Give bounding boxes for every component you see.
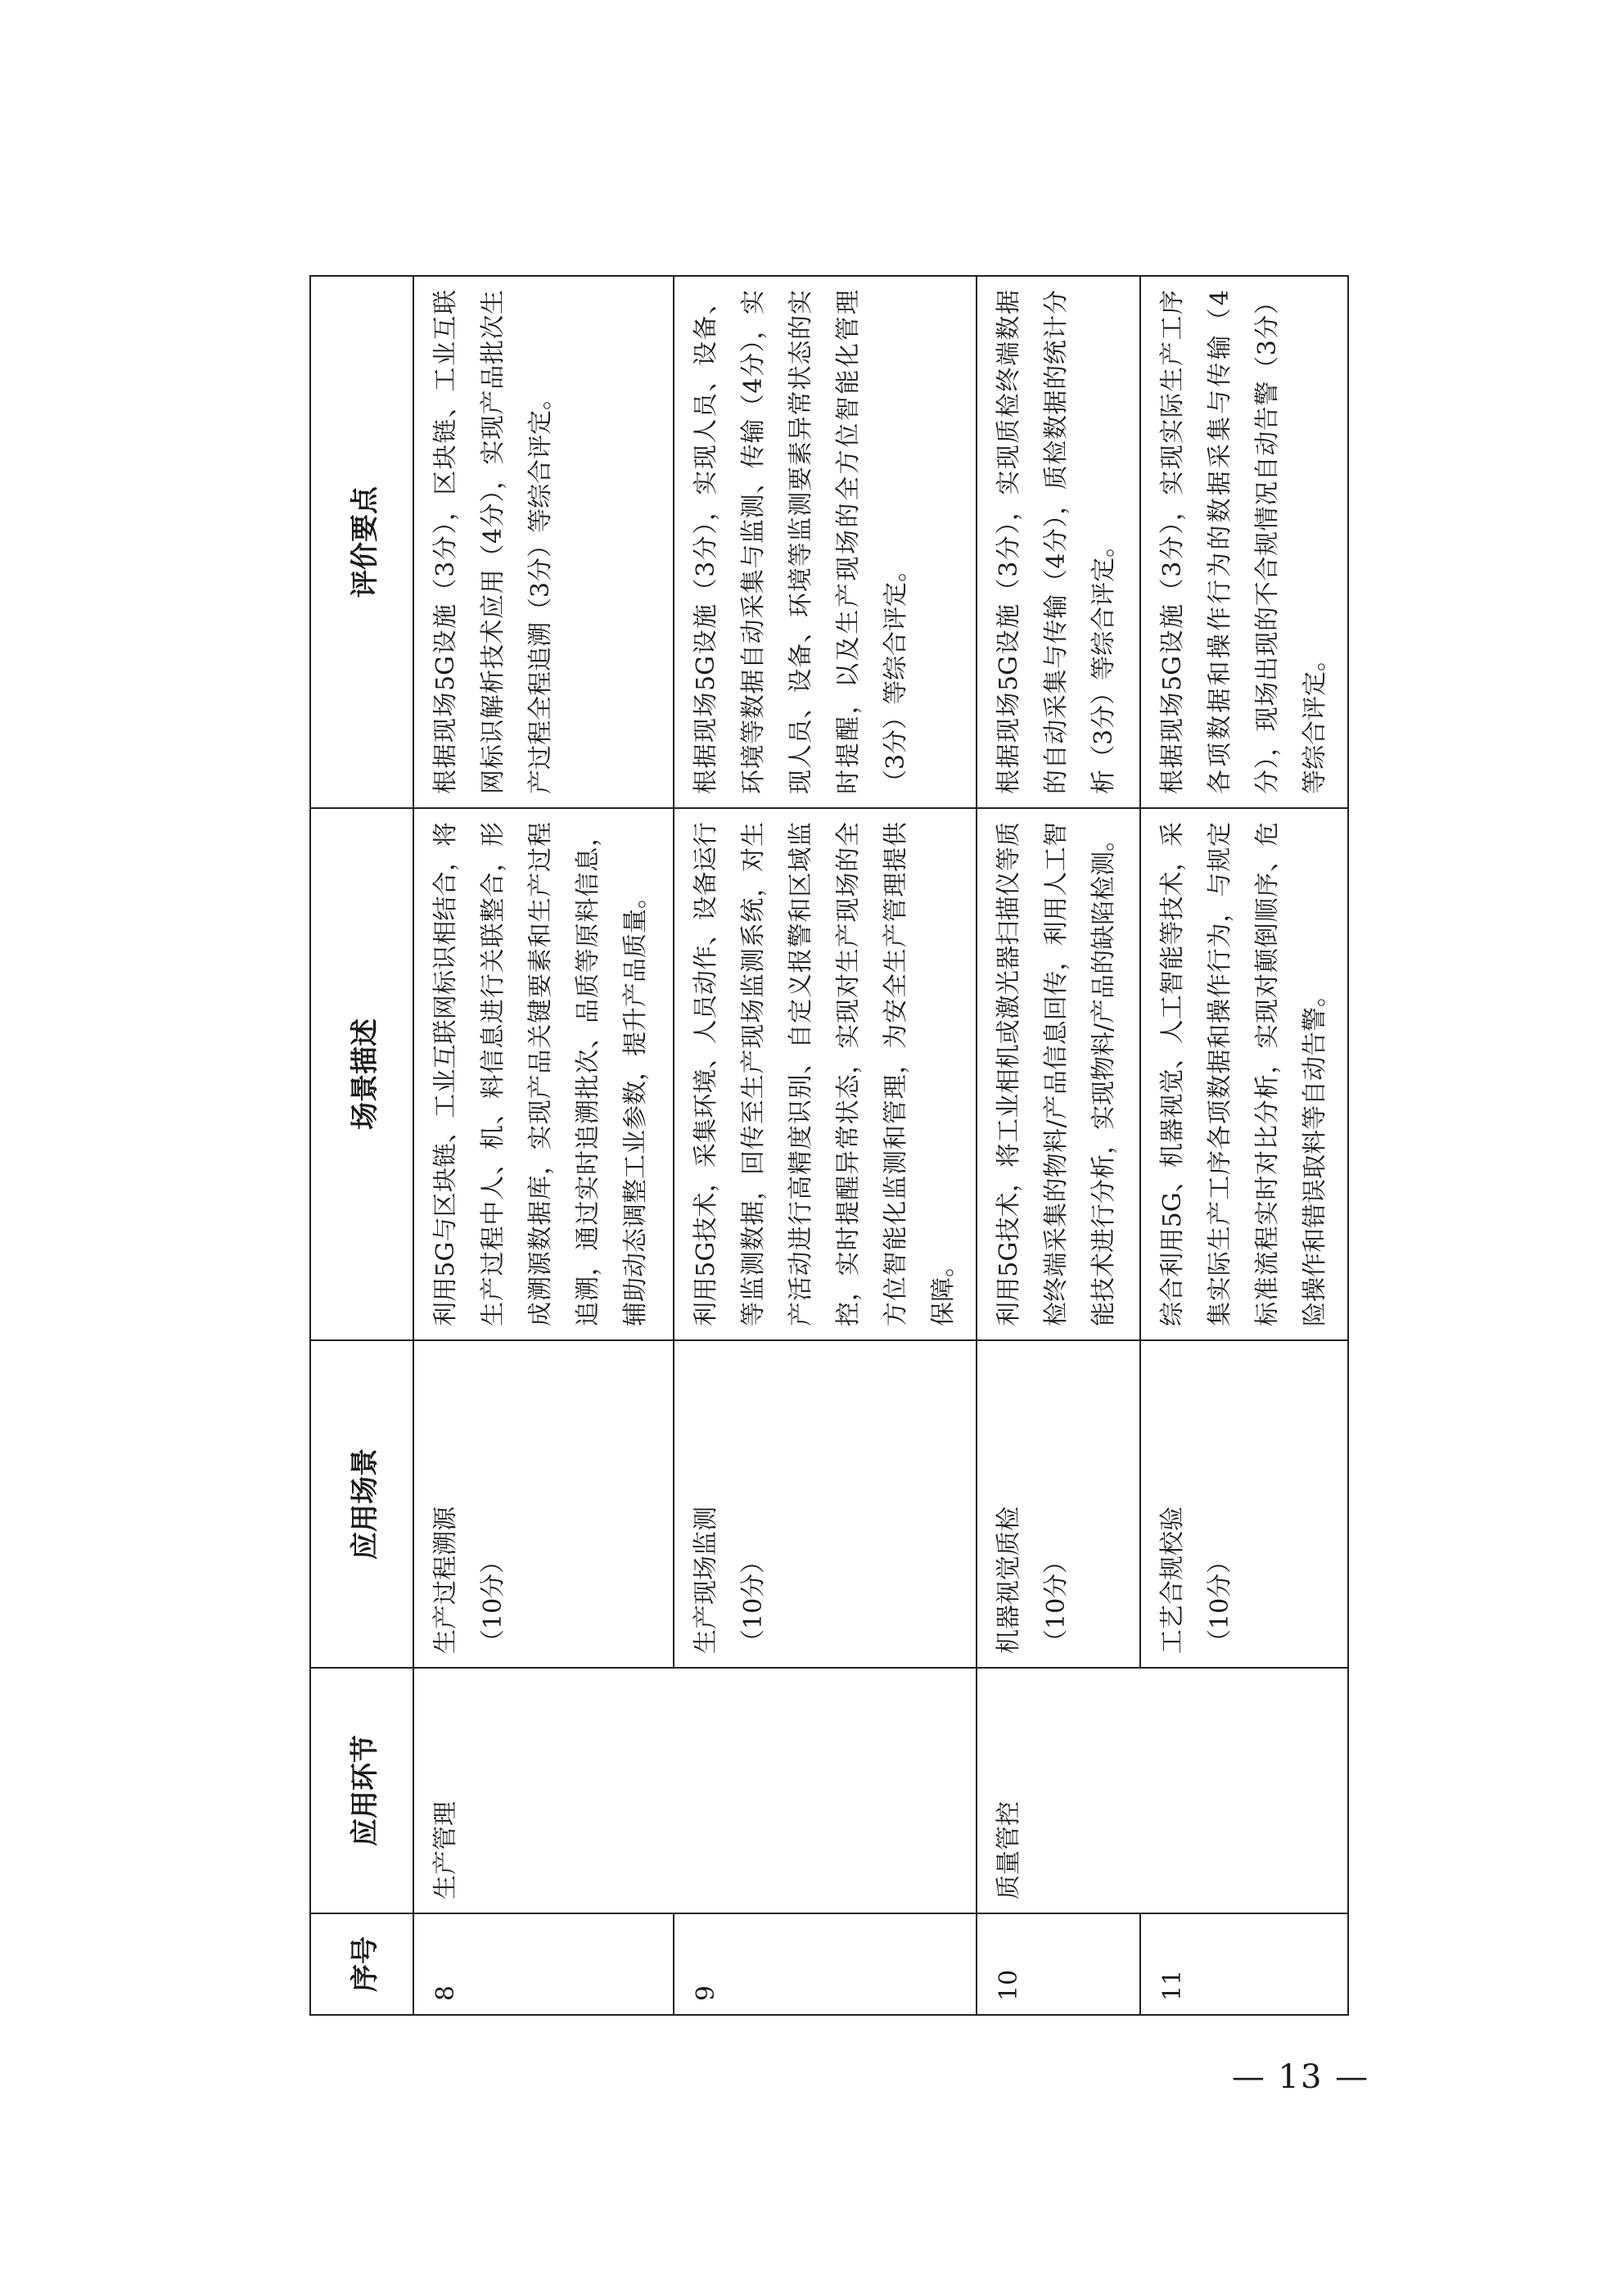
description-cell: 综合利用5G、机器视觉、人工智能等技术，采集实际生产工序各项数据和操作行为，与规定标准流程实时对比分析，实现对颠倒顺序、危险操作和错误取料等自动告警。 — [1140, 808, 1348, 1340]
header-evaluation: 评价要点 — [310, 276, 413, 808]
header-number: 序号 — [310, 1913, 413, 2015]
scene-cell — [674, 1340, 977, 1668]
row-number: 11 — [1140, 1913, 1348, 2015]
scene-cell — [413, 1340, 674, 1668]
row-number: 10 — [977, 1913, 1140, 2015]
description-cell: 利用5G技术，将工业相机或激光器扫描仪等质检终端采集的物料/产品信息回传，利用人工智能技术进行分析，实现物料/产品的缺陷检测。 — [977, 808, 1140, 1340]
table-row — [977, 276, 1140, 2015]
scene-name: 工艺合规校验 — [1158, 1506, 1187, 1654]
header-description: 场景描述 — [310, 808, 413, 1340]
table-row — [413, 276, 674, 2015]
description-cell: 利用5G技术，采集环境、人员动作、设备运行等监测数据，回传至生产现场监测系统，对生产活动进行高精度识别、自定义报警和区域监控，实时提醒异常状态，实现对生产现场的全方位智能化监测和管理，为安全生产管理提供保障。 — [674, 808, 977, 1340]
header-stage: 应用环节 — [310, 1668, 413, 1913]
description-cell: 利用5G与区块链、工业互联网标识相结合，将生产过程中人、机、料信息进行关联整合，形成溯源数据库，实现产品关键要素和生产过程追溯，通过实时追溯批次、品质等原料信息，辅助动态调整工业参数，提升产品质量。 — [413, 808, 674, 1340]
header-scene: 应用场景 — [310, 1340, 413, 1668]
scene-score: （10分） — [1042, 1548, 1071, 1654]
row-number: 8 — [413, 1913, 674, 2015]
scene-cell — [1140, 1340, 1348, 1668]
scene-score: （10分） — [739, 1548, 768, 1654]
evaluation-cell: 根据现场5G设施（3分），实现人员、设备、环境等数据自动采集与监测、传输（4分），实现人员、设备、环境等监测要素异常状态的实时提醒，以及生产现场的全方位智能化管理（3分）等综合评定。 — [674, 276, 977, 808]
scene-cell — [977, 1340, 1140, 1668]
evaluation-cell: 根据现场5G设施（3分），实现实际生产工序各项数据和操作行为的数据采集与传输（4分），现场出现的不合规情况自动告警（3分）等综合评定。 — [1140, 276, 1348, 808]
scene-score: （10分） — [1206, 1548, 1234, 1654]
scene-score: （10分） — [479, 1548, 508, 1654]
evaluation-table — [309, 275, 1349, 2016]
evaluation-cell: 根据现场5G设施（3分），实现质检终端数据的自动采集与传输（4分），质检数据的统计分析（3分）等综合评定。 — [977, 276, 1140, 808]
stage-cell-production: 生产管理 — [413, 1668, 977, 1913]
row-number: 9 — [674, 1913, 977, 2015]
table-header-row — [310, 276, 413, 2015]
stage-cell-quality: 质量管控 — [977, 1668, 1348, 1913]
evaluation-cell: 根据现场5G设施（3分），区块链、工业互联网标识解析技术应用（4分），实现产品批次生产过程全程追溯（3分）等综合评定。 — [413, 276, 674, 808]
scene-name: 生产过程溯源 — [431, 1506, 460, 1654]
scene-name: 生产现场监测 — [692, 1506, 720, 1654]
rotated-table-container — [309, 277, 1329, 2016]
page-number: — 13 — — [1231, 2058, 1370, 2096]
scene-name: 机器视觉质检 — [995, 1506, 1023, 1654]
